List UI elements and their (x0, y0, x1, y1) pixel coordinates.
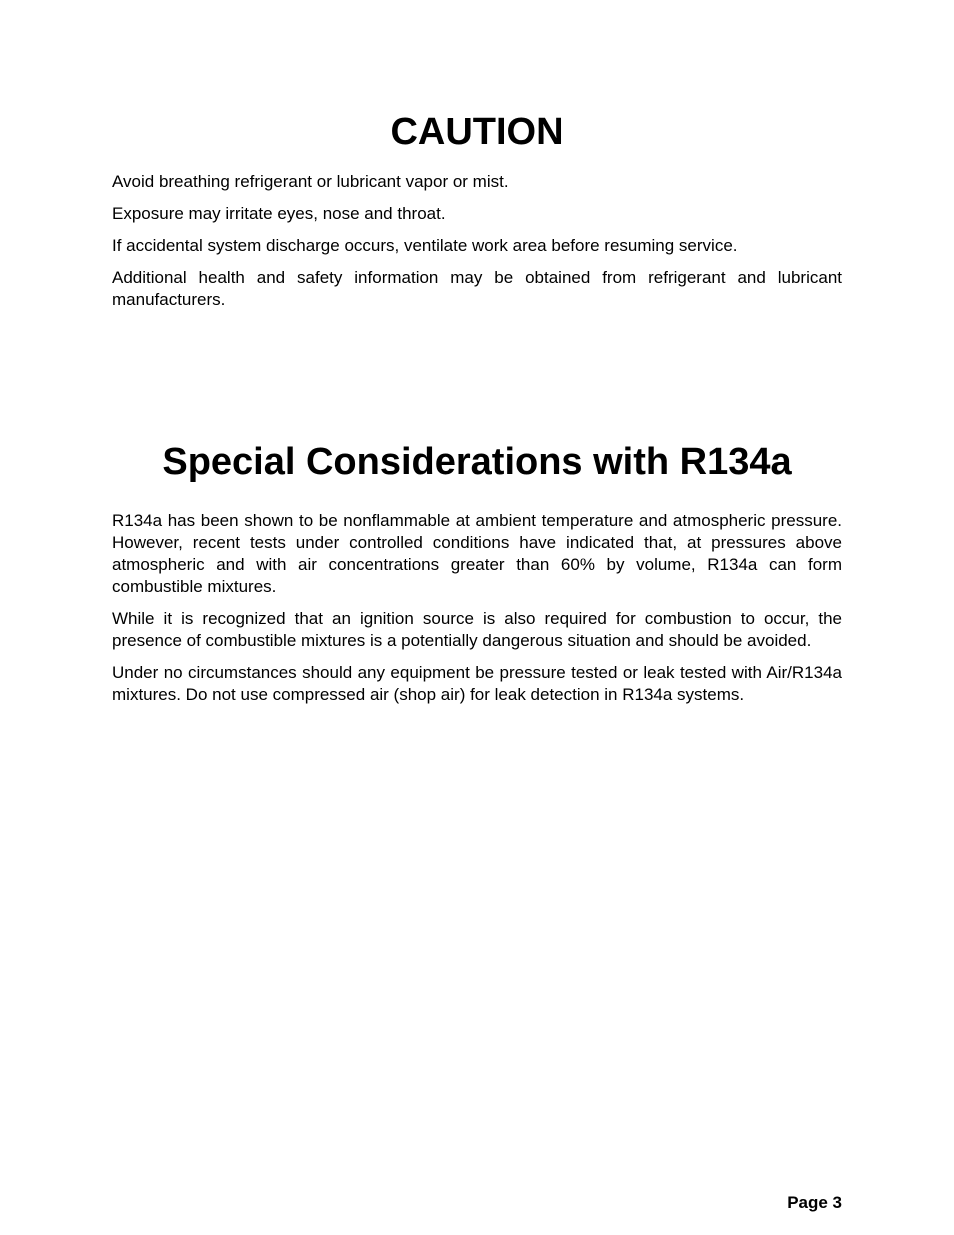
caution-paragraph: If accidental system discharge occurs, ventilate work area before resuming service. (112, 236, 738, 255)
caution-section (112, 108, 842, 321)
caution-paragraph: Avoid breathing refrigerant or lubricant vapor or mist. (112, 172, 509, 191)
special-paragraph: While it is recognized that an ignition source is also required for combustion to occur, the presence of combustible mixtures is a potentially dangerous situation and should be avoided. (112, 609, 842, 650)
special-considerations-heading: Special Considerations with R134a (162, 441, 792, 483)
special-considerations-section (112, 438, 842, 716)
document-page (112, 0, 842, 1235)
caution-heading: CAUTION (390, 111, 564, 153)
special-paragraph: Under no circumstances should any equipment be pressure tested or leak tested with Air/R134a mixtures. Do not use compressed air (shop air) for leak detection in R134a systems. (112, 663, 842, 704)
caution-paragraph: Additional health and safety information may be obtained from refrigerant and lubricant manufacturers. (112, 268, 842, 309)
caution-paragraph: Exposure may irritate eyes, nose and throat. (112, 204, 446, 223)
special-paragraph: R134a has been shown to be nonflammable at ambient temperature and atmospheric pressure. However, recent tests under controlled conditions have indicated that, at pressures above atmospheric and with air concentrations greater than 60% by volume, R134a can form combustible mixtures. (112, 511, 842, 596)
page-number: Page 3 (787, 1193, 842, 1212)
